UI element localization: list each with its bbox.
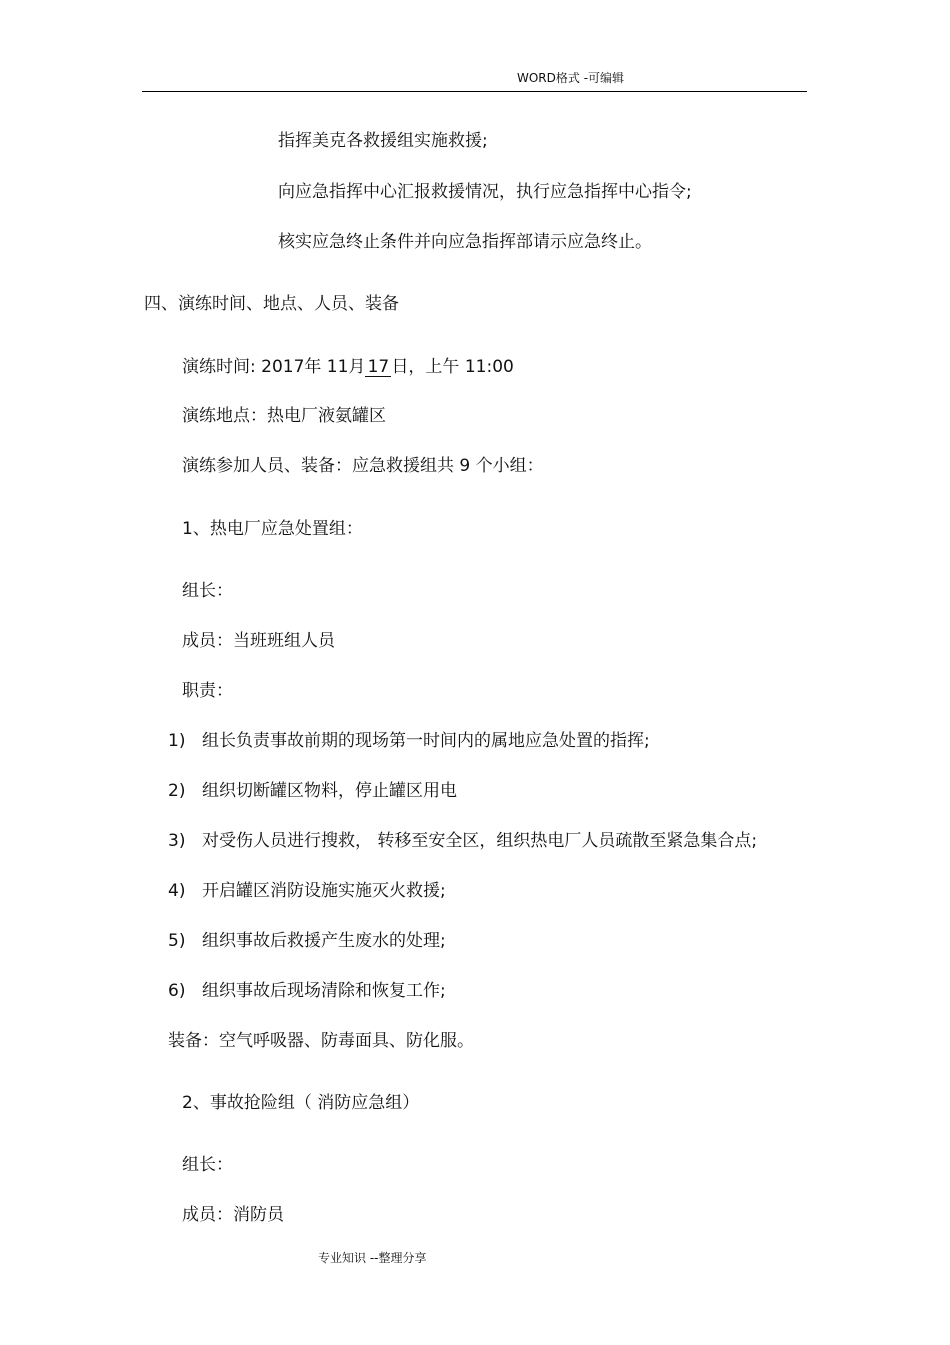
duty-item-text: 对受伤人员进行搜救， 转移至安全区，组织热电厂人员疏散至紧急集合点;	[202, 831, 758, 851]
duty-item-text: 组织事故后现场清除和恢复工作;	[202, 981, 446, 1001]
header-label: WORD格式 -可编辑	[517, 71, 625, 85]
footer-label: 专业知识 --整理分享	[318, 1251, 427, 1265]
duty-item	[168, 780, 457, 802]
duty-item-text: 开启罐区消防设施实施灭火救援;	[202, 881, 446, 901]
duty-item	[168, 930, 446, 952]
drill-time	[182, 356, 514, 378]
duty-item-number: 1)	[168, 731, 186, 751]
duty-item-number: 4)	[168, 881, 186, 901]
group2-title: 2、事故抢险组（ 消防应急组）	[182, 1093, 420, 1113]
drill-time-day: 17	[365, 358, 391, 377]
group1-equipment: 装备：空气呼吸器、防毒面具、防化服。	[168, 1031, 474, 1051]
duty-line-1: 指挥美克各救援组实施救援;	[278, 131, 488, 151]
drill-people: 演练参加人员、装备：应急救援组共 9 个小组：	[182, 456, 544, 476]
drill-time-suffix: 日，上午 11:00	[391, 357, 514, 377]
duty-item-text: 组长负责事故前期的现场第一时间内的属地应急处置的指挥;	[202, 731, 650, 751]
group1-title: 1、热电厂应急处置组：	[182, 519, 363, 539]
header-divider	[142, 91, 807, 92]
duty-item-text: 组织切断罐区物料，停止罐区用电	[202, 781, 457, 801]
duty-item-number: 6)	[168, 981, 186, 1001]
section-title: 四、演练时间、地点、人员、装备	[144, 294, 399, 314]
duty-item	[168, 880, 446, 902]
group1-duties-label: 职责：	[182, 681, 233, 701]
duty-item-text: 组织事故后救援产生废水的处理;	[202, 931, 446, 951]
group1-leader: 组长：	[182, 581, 233, 601]
group2-members: 成员：消防员	[182, 1205, 284, 1225]
duty-item-number: 5)	[168, 931, 186, 951]
duty-line-3: 核实应急终止条件并向应急指挥部请示应急终止。	[278, 232, 652, 252]
duty-line-2: 向应急指挥中心汇报救援情况，执行应急指挥中心指令;	[278, 182, 692, 202]
group2-leader: 组长：	[182, 1155, 233, 1175]
duty-item	[168, 830, 757, 852]
drill-place: 演练地点：热电厂液氨罐区	[182, 406, 386, 426]
duty-item-number: 2)	[168, 781, 186, 801]
drill-time-prefix: 演练时间: 2017年 11月	[182, 357, 366, 377]
group1-members: 成员：当班班组人员	[182, 631, 335, 651]
duty-item-number: 3)	[168, 831, 186, 851]
duty-item	[168, 730, 650, 752]
duty-item	[168, 980, 446, 1002]
